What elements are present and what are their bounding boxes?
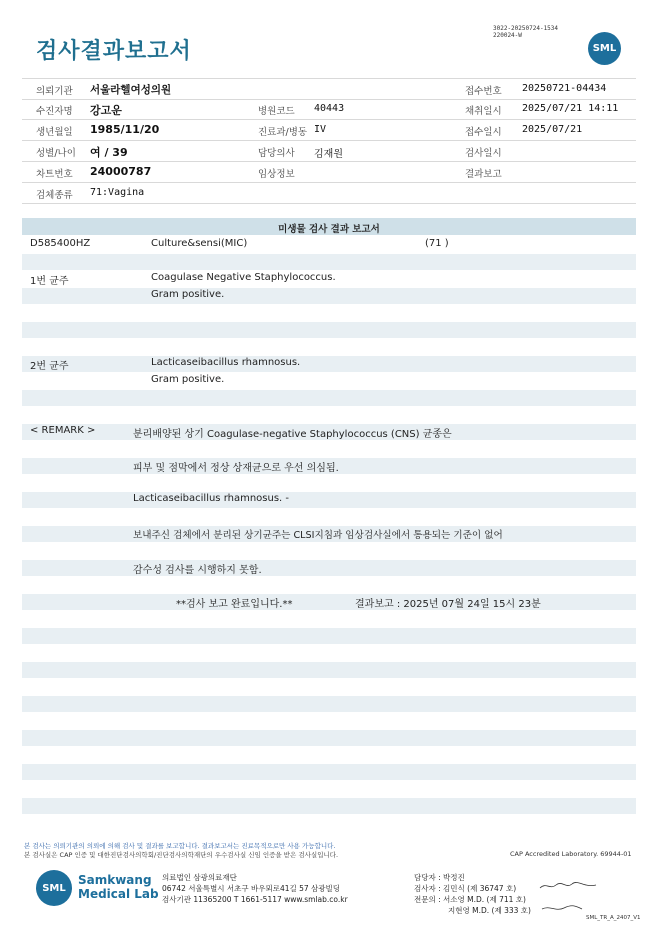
document-id-line2: 220024-W [493,32,522,39]
test-date-label: 검사일시 [465,148,502,159]
receipt-no-value: 20250721-04434 [522,83,607,94]
organism-1-label: 1번 균주 [30,276,69,287]
report-complete-text: **검사 보고 완료입니다.** [176,599,293,610]
sml-footer-logo-icon: SML [36,870,72,906]
cap-accreditation: CAP Accredited Laboratory. 69944-01 [510,850,632,858]
organism-2-name: Lacticaseibacillus rhamnosus. [151,357,301,368]
receipt-no-label: 접수번호 [465,86,502,97]
sex-age-label: 성별/나이 [36,148,76,159]
remark-line-5: 감수성 검사를 시행하지 못함. [133,565,262,576]
dob-value: 1985/11/20 [90,123,160,136]
brand-name [78,873,159,901]
sml-logo-icon: SML [588,32,621,65]
row-band [22,798,636,814]
row-band [22,628,636,644]
form-code: SML_TR_A_2407_V1 [586,915,641,921]
result-section-header [22,218,636,235]
collection-value: 2025/07/21 14:11 [522,103,619,114]
remark-line-3: Lacticaseibacillus rhamnosus. - [133,493,290,504]
row-band [22,390,636,406]
remark-line-4: 보내주신 검체에서 분리된 상기균주는 CLSI지침과 임상검사실에서 통용되는 기준이 없어 [133,530,503,541]
dept-label: 진료과/병동 [258,127,308,138]
brand-line-1: Samkwang [78,873,152,887]
signature-mark [538,881,598,891]
document-id-line1: 3022-20250724-1534 [493,25,559,32]
result-section-title: 미생물 검사 결과 보고서 [278,224,380,235]
row-band [22,322,636,338]
organism-2-label: 2번 균주 [30,361,69,372]
specimen-label: 검체종류 [36,190,73,201]
dept-value: IV [314,124,327,135]
document-id [493,25,558,39]
info-row-6 [22,183,636,204]
row-band [22,254,636,270]
info-row-2 [22,99,636,120]
ward-code-label: 병원코드 [258,106,295,117]
staff-contact: 담당자 : 박정진 [414,873,465,882]
test-name: Culture&sensi(MIC) [151,238,248,249]
row-band [22,560,636,576]
row-band [22,288,636,304]
dob-label: 생년월일 [36,127,73,138]
clinical-label: 임상정보 [258,169,295,180]
received-value: 2025/07/21 [522,124,583,135]
requesting-org-value: 서울라헬여성의원 [90,84,172,96]
row-band [22,492,636,508]
test-tag: (71 ) [425,238,449,249]
report-label: 결과보고 [465,169,502,180]
staff-specialist-1: 전문의 : 서소영 M.D. (제 711 호) [414,895,526,904]
chart-no-value: 24000787 [90,165,152,178]
signature-mark [540,903,584,913]
test-code: D585400HZ [30,238,91,249]
org-name: 의료법인 삼광의료재단 [162,873,237,882]
row-band [22,662,636,678]
chart-no-label: 차트번호 [36,169,73,180]
report-time: 결과보고 : 2025년 07월 24일 15시 23분 [355,599,541,610]
info-row-1 [22,78,636,100]
row-band [22,730,636,746]
row-band [22,356,636,372]
patient-value: 강고운 [90,104,122,117]
remark-line-2: 피부 및 점막에서 정상 상재균으로 우선 의심됨. [133,463,339,474]
footer-note-certification: 본 검사실은 CAP 인증 및 대한진단검사의학회/진단검사의학재단의 우수검사실 신임 인증을 받은 검사실입니다. [24,851,339,859]
doctor-label: 담당의사 [258,148,295,159]
info-row-5 [22,162,636,183]
footer-note-blue: 본 검사는 의뢰기관의 의뢰에 의해 검사 및 결과를 보고합니다. 결과보고서는 진료목적으로만 사용 가능합니다. [24,842,336,850]
info-row-4 [22,141,636,162]
organism-2-gram: Gram positive. [151,374,225,385]
row-band [22,696,636,712]
staff-tester: 검사자 : 김민식 (제 36747 호) [414,884,517,893]
row-band [22,594,636,610]
sex-age-value: 여 / 39 [90,146,128,159]
remark-line-1: 분리배양된 상기 Coagulase-negative Staphylococcus (CNS) 균종은 [133,429,452,440]
ward-code-value: 40443 [314,103,345,114]
info-row-3 [22,120,636,141]
brand-line-2: Medical Lab [78,887,159,901]
organism-1-name: Coagulase Negative Staphylococcus. [151,272,336,283]
org-address: 06742 서울특별시 서초구 바우뫼로41길 57 삼광빌딩 [162,884,341,893]
page-title: 검사결과보고서 [36,39,192,64]
patient-label: 수진자명 [36,106,73,117]
staff-specialist-2: 지현영 M.D. (제 333 호) [448,906,531,915]
row-band [22,764,636,780]
doctor-value: 김재원 [314,149,343,160]
received-label: 접수일시 [465,127,502,138]
remark-label: < REMARK > [30,425,96,436]
collection-label: 채취일시 [465,106,502,117]
organism-1-gram: Gram positive. [151,289,225,300]
specimen-value: 71:Vagina [90,187,145,198]
org-contact: 검사기관 11365200 T 1661-5117 www.smlab.co.kr [162,895,348,904]
requesting-org-label: 의뢰기관 [36,86,73,97]
